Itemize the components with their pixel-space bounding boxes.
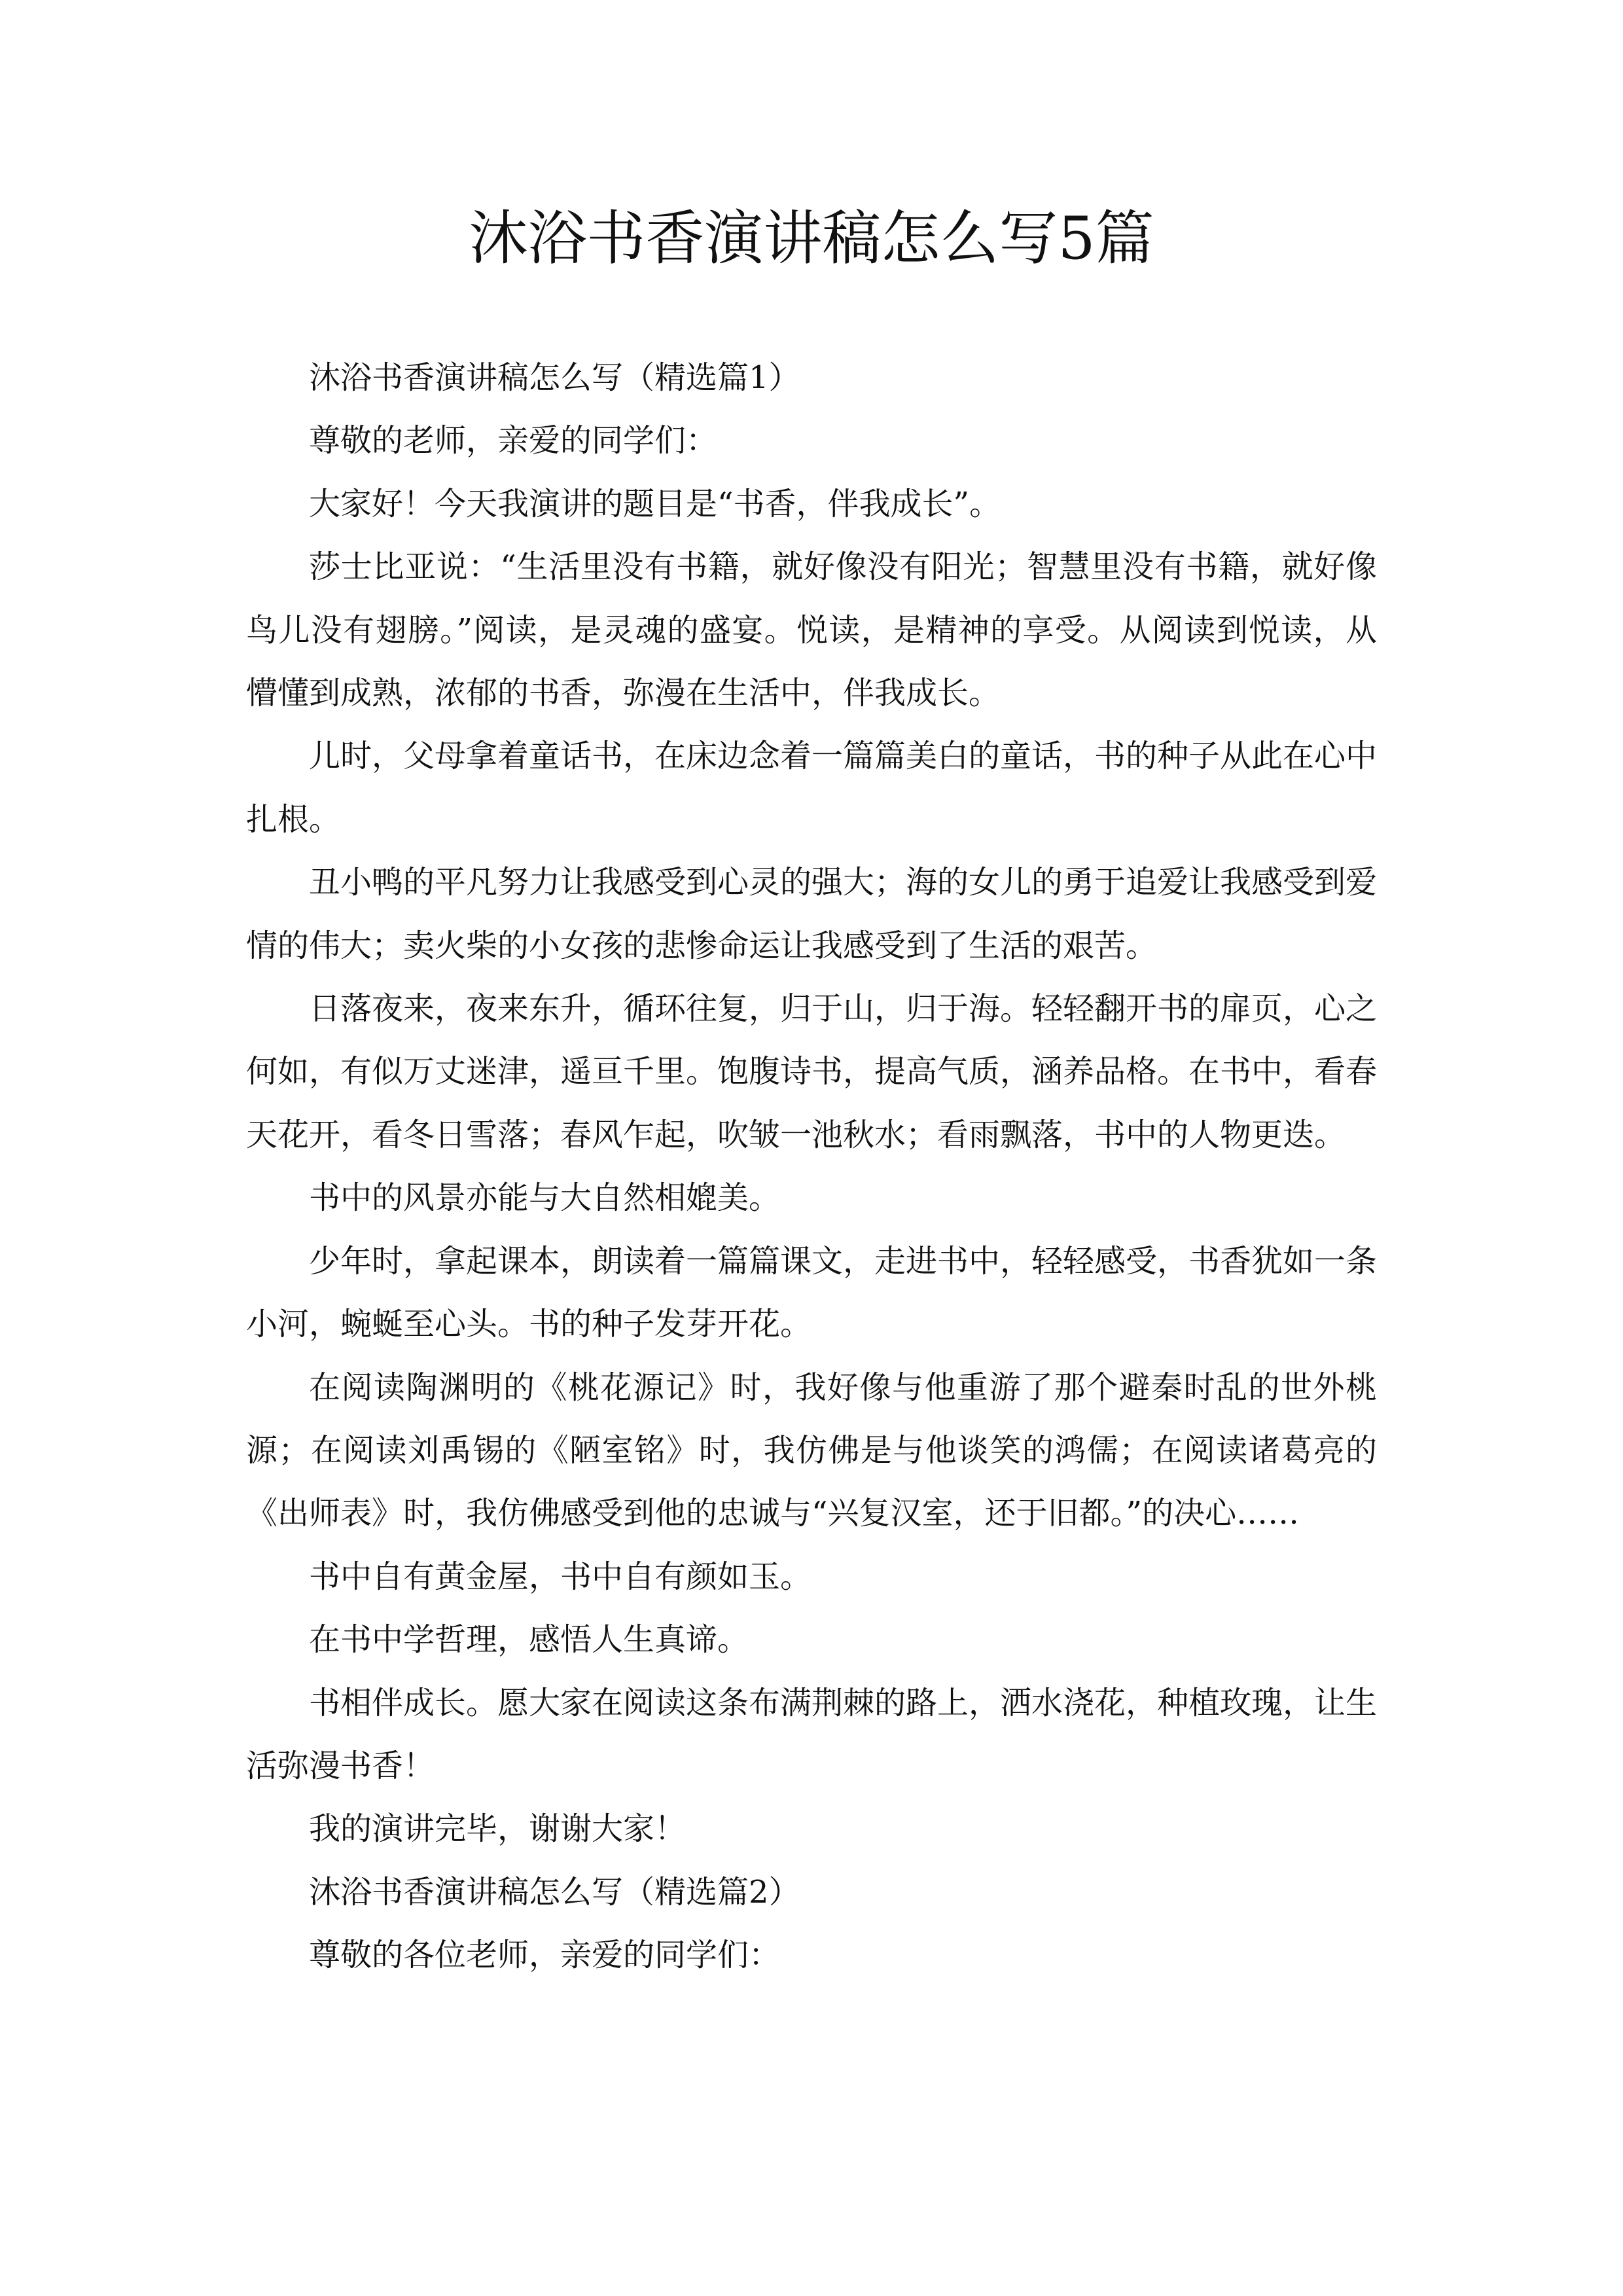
paragraph: 儿时，父母拿着童话书，在床边念着一篇篇美白的童话，书的种子从此在心中扎根。: [246, 738, 1378, 838]
paragraph: 日落夜来，夜来东升，循环往复，归于山，归于海。轻轻翻开书的扉页，心之何如，有似万丈迷津，遥亘千里。饱腹诗书，提高气质，涵养品格。在书中，看春天花开，看冬日雪落；春风乍起，吹皱一池秋水；看雨飘落，书中的人物更迭。: [246, 990, 1378, 1153]
section-heading: 沐浴书香演讲稿怎么写（精选篇1）: [309, 359, 800, 396]
paragraph: 少年时，拿起课本，朗读着一篇篇课文，走进书中，轻轻感受，书香犹如一条小河，蜿蜒至心头。书的种子发芽开花。: [246, 1242, 1378, 1343]
paragraph: 丑小鸭的平凡努力让我感受到心灵的强大；海的女儿的勇于追爱让我感受到爱情的伟大；卖火柴的小女孩的悲惨命运让我感受到了生活的艰苦。: [246, 864, 1378, 964]
section-heading: 沐浴书香演讲稿怎么写（精选篇2）: [309, 1873, 800, 1910]
paragraph: 大家好！今天我演讲的题目是“书香，伴我成长”。: [309, 485, 1001, 522]
paragraph: 在书中学哲理，感悟人生真谛。: [309, 1621, 749, 1659]
closing: 我的演讲完毕，谢谢大家！: [309, 1810, 687, 1848]
paragraph: 书中自有黄金屋，书中自有颜如玉。: [309, 1558, 812, 1595]
paragraph: 莎士比亚说：“生活里没有书籍，就好像没有阳光；智慧里没有书籍，就好像鸟儿没有翅膀。”阅读，是灵魂的盛宴。悦读，是精神的享受。从阅读到悦读，从懵懂到成熟，浓郁的书香，弥漫在生活中，伴我成长。: [246, 548, 1377, 712]
salutation: 尊敬的老师，亲爱的同学们：: [309, 422, 718, 459]
document-title: 沐浴书香演讲稿怎么写5篇: [469, 204, 1154, 273]
salutation: 尊敬的各位老师，亲爱的同学们：: [309, 1937, 781, 1974]
paragraph: 在阅读陶渊明的《桃花源记》时，我好像与他重游了那个避秦时乱的世外桃源；在阅读刘禹锡的《陋室铭》时，我仿佛是与他谈笑的鸿儒；在阅读诸葛亮的《出师表》时，我仿佛感受到他的忠诚与“兴复汉室，还于旧都。”的决心……: [246, 1369, 1377, 1532]
paragraph: 书相伴成长。愿大家在阅读这条布满荆棘的路上，洒水浇花，种植玫瑰，让生活弥漫书香！: [246, 1684, 1378, 1784]
paragraph: 书中的风景亦能与大自然相媲美。: [309, 1179, 781, 1217]
document-body: [246, 346, 1377, 1987]
